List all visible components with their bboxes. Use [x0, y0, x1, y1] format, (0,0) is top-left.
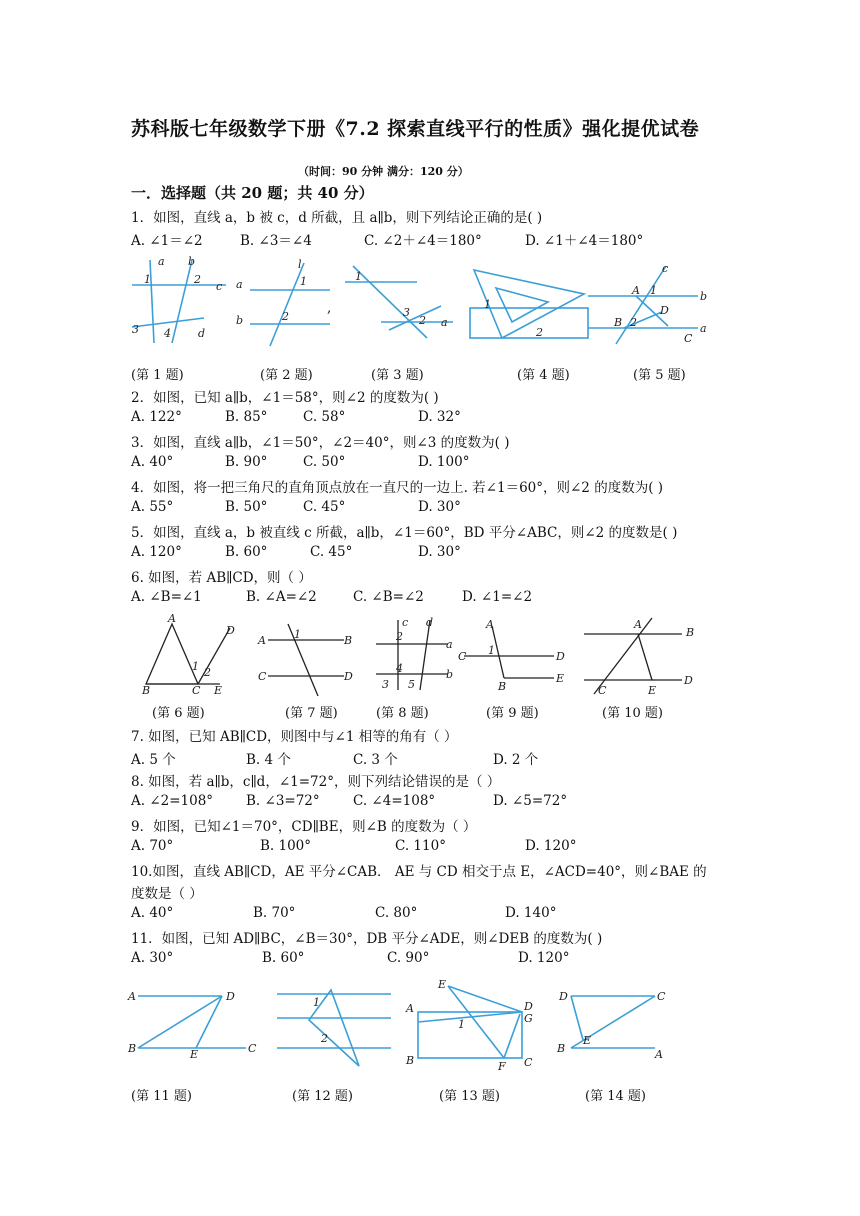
figure-1-label: 3 — [132, 323, 139, 336]
question-9-option-a: A. 70° — [131, 838, 174, 854]
question-3-option-a: A. 40° — [131, 454, 174, 470]
figure-2-label: a — [236, 278, 243, 291]
figure-10-label: E — [648, 684, 657, 697]
figure-6-label: A — [168, 612, 176, 625]
question-10-option-c: C. 80° — [375, 905, 418, 921]
question-1-stem: 1．如图，直线 a，b 被 c，d 所截，且 a∥b，则下列结论正确的是( ) — [131, 210, 543, 226]
question-5-option-b: B. 60° — [225, 544, 268, 560]
question-8-option-d: D. ∠5=72° — [493, 793, 568, 809]
exam-meta: （时间：90 分钟 满分：120 分） — [298, 165, 469, 178]
question-6-option-d: D. ∠1=∠2 — [462, 589, 533, 605]
figure-9-label: E — [556, 672, 565, 685]
figure-6-label: 2 — [204, 666, 211, 679]
figure-9-label: A — [486, 618, 494, 631]
figure-11 — [128, 986, 263, 1061]
question-6-option-a: A. ∠B=∠1 — [131, 589, 202, 605]
question-8-stem: 8. 如图，若 a∥b，c∥d，∠1=72°，则下列结论错误的是（ ） — [131, 774, 501, 790]
section-heading: 一．选择题（共 20 题；共 40 分） — [131, 184, 374, 202]
figure-10-label: C — [598, 684, 607, 697]
figure-4-label: 1 — [484, 298, 491, 311]
figure-3-caption: (第 3 题) — [371, 368, 424, 383]
figure-10-label: A — [634, 618, 642, 631]
figure-separator: , — [327, 300, 332, 316]
figure-6-caption: (第 6 题) — [152, 706, 205, 721]
question-5-option-c: C. 45° — [310, 544, 353, 560]
question-8-option-b: B. ∠3=72° — [246, 793, 320, 809]
question-2-option-a: A. 122° — [131, 409, 182, 425]
figure-8-label: 2 — [396, 630, 403, 643]
question-5-stem: 5．如图，直线 a，b 被直线 c 所截，a∥b，∠1＝60°，BD 平分∠ABC，则∠2 的度数是( ) — [131, 525, 678, 541]
figure-13-label: C — [524, 1056, 533, 1069]
figure-7-label: 1 — [294, 628, 301, 641]
question-11-option-b: B. 60° — [262, 950, 305, 966]
figure-5 — [588, 262, 713, 347]
question-11-option-d: D. 120° — [518, 950, 570, 966]
figure-8 — [372, 616, 457, 696]
figure-12-label: 1 — [313, 996, 320, 1009]
question-11-option-a: A. 30° — [131, 950, 174, 966]
figure-14-label: C — [657, 990, 666, 1003]
figure-7-label: A — [258, 634, 266, 647]
figure-10-label: B — [686, 626, 695, 639]
figure-6-label: C — [192, 684, 201, 697]
question-6-option-b: B. ∠A=∠2 — [246, 589, 317, 605]
figure-6-label: 1 — [192, 660, 199, 673]
figure-5-label: D — [660, 304, 669, 317]
figure-7-caption: (第 7 题) — [285, 706, 338, 721]
question-1-option-d: D. ∠1＋∠4＝180° — [525, 233, 644, 249]
figure-12-label: 2 — [321, 1032, 328, 1045]
figure-14-label: B — [557, 1042, 566, 1055]
question-4-option-c: C. 45° — [303, 499, 346, 515]
figure-5-label: C — [684, 332, 693, 345]
figure-1-label: b — [188, 255, 196, 268]
question-9-option-b: B. 100° — [260, 838, 312, 854]
figure-6 — [140, 614, 245, 699]
figure-11-label: A — [128, 990, 136, 1003]
question-2-option-b: B. 85° — [225, 409, 268, 425]
figure-8-label: c — [402, 616, 409, 629]
figure-1-label: d — [198, 327, 206, 340]
figure-2-label: b — [236, 314, 244, 327]
figure-9 — [458, 618, 573, 694]
question-4-option-a: A. 55° — [131, 499, 174, 515]
figure-3-label: a — [441, 316, 448, 329]
figure-1-label: 2 — [194, 273, 201, 286]
question-7-option-c: C. 3 个 — [353, 752, 398, 768]
question-2-stem: 2．如图，已知 a∥b，∠1＝58°，则∠2 的度数为( ) — [131, 390, 439, 406]
question-1-option-c: C. ∠2＋∠4＝180° — [364, 233, 482, 249]
question-6-option-c: C. ∠B=∠2 — [353, 589, 424, 605]
figure-6-label: E — [214, 684, 223, 697]
question-3-option-b: B. 90° — [225, 454, 268, 470]
question-3-option-c: C. 50° — [303, 454, 346, 470]
figure-10-caption: (第 10 题) — [602, 706, 663, 721]
figure-8-label: a — [446, 638, 453, 651]
figure-5-label: B — [614, 316, 623, 329]
question-11-stem: 11．如图，已知 AD∥BC，∠B＝30°，DB 平分∠ADE，则∠DEB 的度数为( ) — [131, 931, 603, 947]
question-3-stem: 3．如图，直线 a∥b，∠1＝50°，∠2＝40°，则∠3 的度数为( ) — [131, 435, 510, 451]
figure-5-caption: (第 5 题) — [633, 368, 686, 383]
question-6-stem: 6. 如图，若 AB∥CD，则（ ） — [131, 570, 312, 586]
figure-2-label: l — [298, 258, 302, 271]
figure-1-caption: (第 1 题) — [131, 368, 184, 383]
page-title: 苏科版七年级数学下册《7.2 探索直线平行的性质》强化提优试卷 — [131, 118, 700, 140]
figure-7-label: D — [344, 670, 353, 683]
figure-2-label: 1 — [300, 275, 307, 288]
question-10-stem: 10.如图，直线 AB∥CD，AE 平分∠CAB． AE 与 CD 相交于点 E，∠ACD=40°，则∠BAE 的 — [131, 864, 707, 880]
figure-8-label: 4 — [396, 662, 403, 675]
figure-14-caption: (第 14 题) — [585, 1089, 646, 1104]
figure-14-label: E — [583, 1034, 592, 1047]
figure-13-label: D — [524, 1000, 533, 1013]
question-1-option-b: B. ∠3＝∠4 — [240, 233, 312, 249]
figure-14-label: A — [655, 1048, 663, 1061]
figure-9-label: C — [458, 650, 467, 663]
figure-10-label: D — [684, 674, 693, 687]
figure-12-caption: (第 12 题) — [292, 1089, 353, 1104]
figure-1-label: a — [158, 255, 165, 268]
question-9-option-d: D. 120° — [525, 838, 577, 854]
figure-14 — [557, 986, 672, 1061]
figure-12 — [275, 986, 395, 1071]
question-7-stem: 7. 如图，已知 AB∥CD，则图中与∠1 相等的角有（ ） — [131, 729, 458, 745]
question-8-option-a: A. ∠2=108° — [131, 793, 214, 809]
question-9-stem: 9．如图，已知∠1＝70°，CD∥BE，则∠B 的度数为（ ） — [131, 819, 477, 835]
figure-13-label: A — [406, 1002, 414, 1015]
question-10-option-a: A. 40° — [131, 905, 174, 921]
figure-8-label: b — [446, 668, 454, 681]
question-7-option-d: D. 2 个 — [493, 752, 539, 768]
figure-3 — [345, 262, 455, 342]
figure-14-label: D — [559, 990, 568, 1003]
figure-5-label: 2 — [630, 316, 637, 329]
figure-11-label: B — [128, 1042, 137, 1055]
figure-5-label: b — [700, 290, 708, 303]
figure-11-label: D — [226, 990, 235, 1003]
figure-6-label: D — [226, 624, 235, 637]
figure-13-label: 1 — [458, 1018, 465, 1031]
question-9-option-c: C. 110° — [395, 838, 446, 854]
question-8-option-c: C. ∠4=108° — [353, 793, 436, 809]
figure-3-label: 3 — [403, 306, 410, 319]
figure-1-label: c — [216, 280, 223, 293]
figure-13-label: F — [498, 1060, 506, 1073]
figure-13-label: E — [438, 978, 447, 991]
figure-10 — [582, 614, 702, 699]
figure-3-label: 2 — [419, 314, 426, 327]
figure-5-label: a — [700, 322, 707, 335]
figure-13-label: B — [406, 1054, 415, 1067]
figure-9-caption: (第 9 题) — [486, 706, 539, 721]
figure-2 — [232, 258, 332, 348]
figure-8-label: d — [426, 616, 434, 629]
figure-3-label: 1 — [355, 270, 362, 283]
figure-11-label: E — [190, 1048, 199, 1061]
figure-9-label: 1 — [488, 644, 495, 657]
figure-13 — [404, 978, 544, 1073]
figure-13-label: G — [524, 1012, 533, 1025]
question-4-stem: 4．如图，将一把三角尺的直角顶点放在一直尺的一边上. 若∠1＝60°，则∠2 的度数为( ) — [131, 480, 664, 496]
figure-4 — [466, 266, 591, 346]
figure-8-label: 3 — [382, 678, 389, 691]
figure-9-label: D — [556, 650, 565, 663]
figure-5-label: 1 — [650, 284, 657, 297]
figure-7-label: B — [344, 634, 353, 647]
figure-5-label: c — [662, 262, 669, 275]
figure-2-label: 2 — [282, 310, 289, 323]
figure-11-caption: (第 11 题) — [131, 1089, 192, 1104]
figure-2-caption: (第 2 题) — [260, 368, 313, 383]
figure-4-label: 2 — [536, 326, 543, 339]
figure-1 — [130, 255, 230, 345]
figure-13-caption: (第 13 题) — [439, 1089, 500, 1104]
question-5-option-d: D. 30° — [418, 544, 461, 560]
question-10-stem-continued: 度数是（ ） — [131, 886, 203, 902]
question-1-option-a: A. ∠1＝∠2 — [131, 233, 203, 249]
figure-1-label: 1 — [144, 273, 151, 286]
figure-4-caption: (第 4 题) — [517, 368, 570, 383]
figure-6-label: B — [142, 684, 151, 697]
question-4-option-b: B. 50° — [225, 499, 268, 515]
question-5-option-a: A. 120° — [131, 544, 182, 560]
question-2-option-c: C. 58° — [303, 409, 346, 425]
figure-11-label: C — [248, 1042, 257, 1055]
figure-5-label: A — [632, 284, 640, 297]
figure-7 — [258, 620, 358, 700]
figure-7-label: C — [258, 670, 267, 683]
question-10-option-d: D. 140° — [505, 905, 557, 921]
question-2-option-d: D. 32° — [418, 409, 461, 425]
question-4-option-d: D. 30° — [418, 499, 461, 515]
question-10-option-b: B. 70° — [253, 905, 296, 921]
question-3-option-d: D. 100° — [418, 454, 470, 470]
question-11-option-c: C. 90° — [387, 950, 430, 966]
question-7-option-a: A. 5 个 — [131, 752, 176, 768]
figure-9-label: B — [498, 680, 507, 693]
figure-1-label: 4 — [164, 327, 171, 340]
question-7-option-b: B. 4 个 — [246, 752, 291, 768]
figure-8-label: 5 — [408, 678, 415, 691]
figure-8-caption: (第 8 题) — [376, 706, 429, 721]
